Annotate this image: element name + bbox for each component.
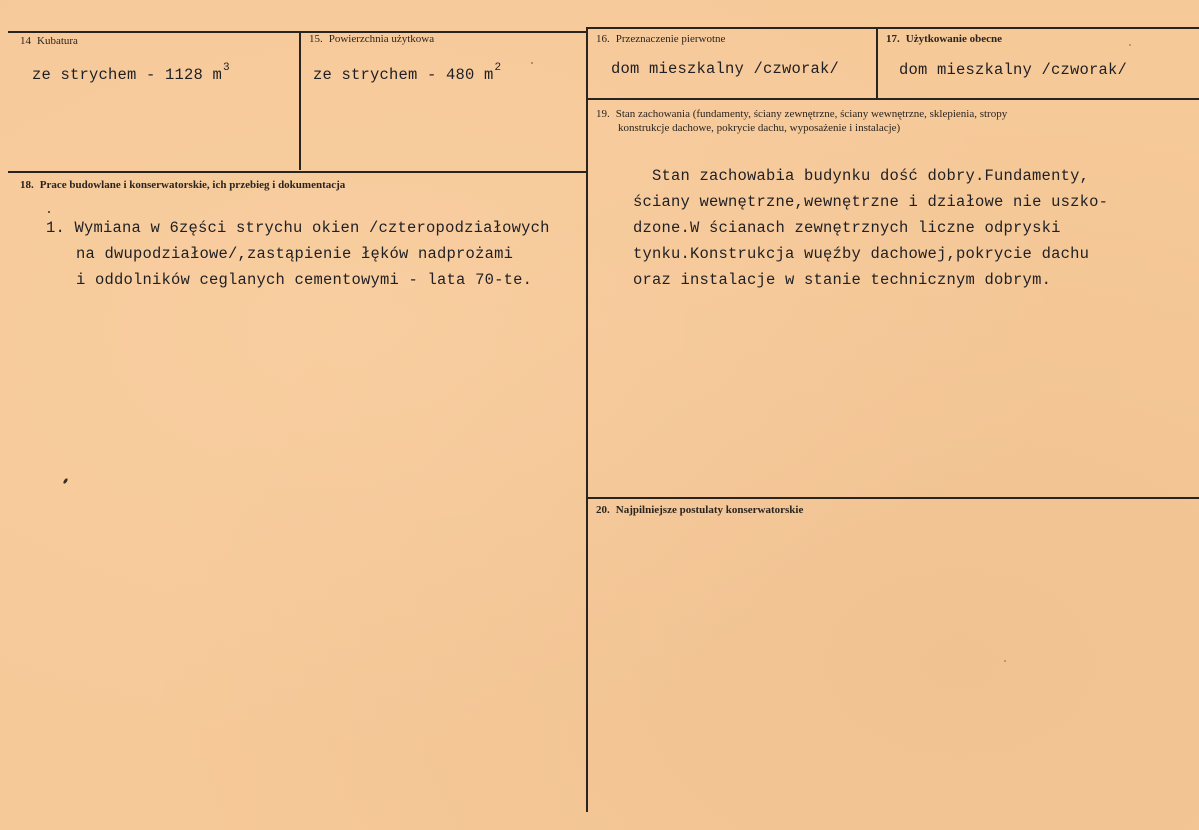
top-rule-left — [8, 31, 586, 33]
label-kubatura — [20, 34, 78, 48]
main-vertical-divider — [586, 27, 588, 812]
prace-line-2: na dwupodziałowe/,zastąpienie łęków nadprożami — [76, 245, 514, 263]
label-number: 20. — [596, 504, 610, 516]
label-number: 14 — [20, 35, 31, 47]
value-superscript: 2 — [494, 62, 502, 74]
stan-line-1: Stan zachowabia budynku dość dobry.Fundamenty, — [652, 167, 1090, 185]
label-stan-zachowania-line1 — [596, 107, 1007, 121]
value-text: ze strychem - 480 m — [313, 66, 494, 84]
top-rule-right — [588, 27, 1199, 29]
label-number: 19. — [596, 108, 610, 120]
paper-speck — [63, 478, 69, 485]
value-text: ze strychem - 1128 m — [32, 66, 223, 84]
paper-speck — [531, 62, 533, 64]
rule-above-18 — [8, 171, 586, 173]
stan-line-2: ściany wewnętrzne,wewnętrzne i działowe nie uszko- — [633, 193, 1109, 211]
label-przeznaczenie — [596, 32, 725, 46]
label-powierzchnia — [309, 32, 434, 46]
value-superscript: 3 — [223, 62, 230, 74]
label-uzytkowanie — [886, 32, 1002, 46]
label-text: Najpilniejsze postulaty konserwatorskie — [615, 504, 804, 516]
label-text: Stan zachowania (fundamenty, ściany zewnętrzne, ściany wewnętrzne, sklepienia, stropy — [615, 108, 1008, 120]
label-text: Kubatura — [37, 35, 78, 47]
stan-line-3: dzone.W ścianach zewnętrznych liczne odpryski — [633, 219, 1061, 237]
paper-speck — [48, 211, 50, 213]
label-number: 17. — [886, 33, 900, 45]
paper-speck — [1129, 44, 1131, 46]
divider-14-15 — [299, 31, 301, 170]
label-text: Przeznaczenie pierwotne — [615, 33, 726, 45]
label-text: Powierzchnia użytkowa — [328, 33, 435, 45]
label-prace-budowlane — [20, 178, 345, 192]
stan-line-4: tynku.Konstrukcja wuęźby dachowej,pokrycie dachu — [633, 245, 1090, 263]
rule-above-19 — [588, 98, 1199, 100]
label-number: 18. — [20, 179, 34, 191]
label-number: 16. — [596, 33, 610, 45]
label-stan-zachowania-line2: konstrukcje dachowe, pokrycie dachu, wyposażenie i instalacje) — [618, 122, 901, 134]
label-postulaty — [596, 503, 803, 517]
label-number: 15. — [309, 33, 323, 45]
stan-line-5: oraz instalacje w stanie technicznym dobrym. — [633, 271, 1052, 289]
label-text: Prace budowlane i konserwatorskie, ich przebieg i dokumentacja — [39, 179, 346, 191]
value-przeznaczenie: dom mieszkalny /czworak/ — [611, 60, 840, 78]
paper-speck — [1004, 660, 1006, 662]
prace-line-3: i oddolników ceglanych cementowymi - lata 70-te. — [76, 271, 533, 289]
rule-above-20 — [588, 497, 1199, 499]
value-powierzchnia — [313, 62, 502, 84]
divider-16-17 — [876, 27, 878, 98]
label-text: Użytkowanie obecne — [905, 33, 1002, 45]
prace-line-1: 1. Wymiana w 6zęści strychu okien /czteropodziałowych — [46, 219, 550, 237]
value-kubatura — [32, 62, 230, 84]
value-uzytkowanie: dom mieszkalny /czworak/ — [899, 61, 1128, 79]
